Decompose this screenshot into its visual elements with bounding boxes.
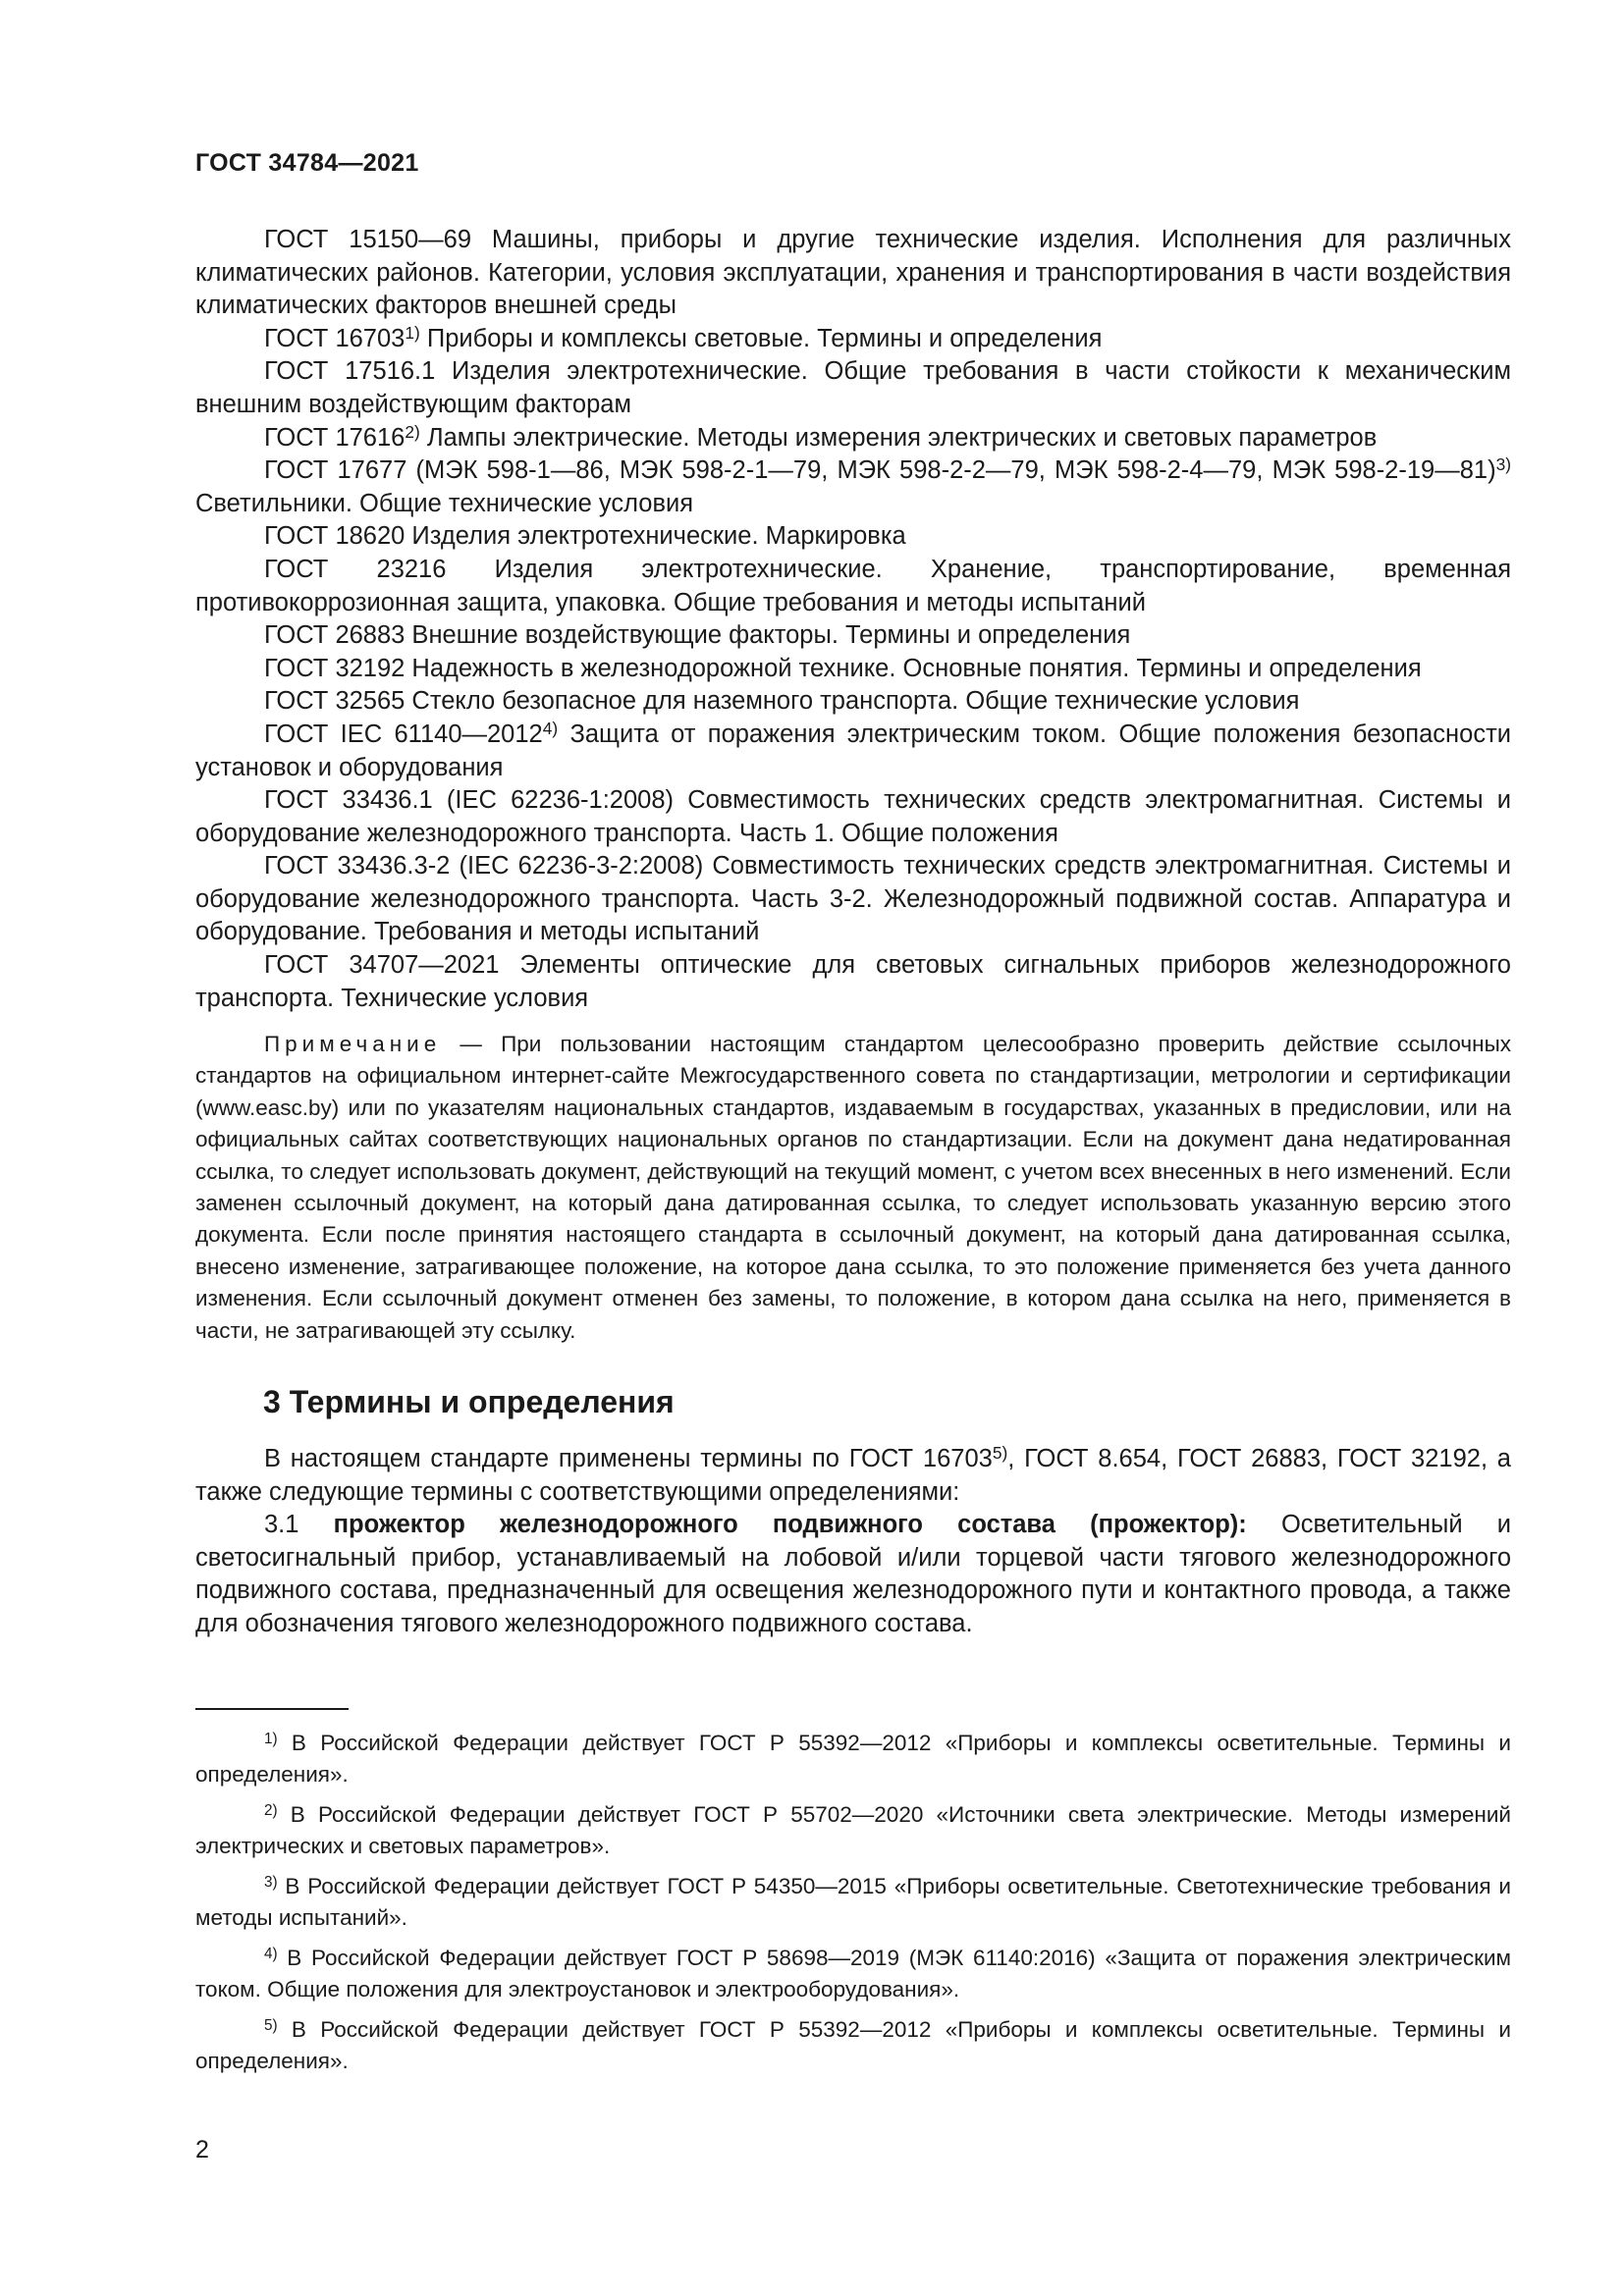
reference-item: ГОСТ 26883 Внешние воздействующие факторы. Термины и определения: [264, 621, 1131, 650]
page-number: 2: [195, 2136, 209, 2163]
footnote: $^{3)}$ В Российской Федерации действует ГОСТ Р 54350—2015 «Приборы осветительные. Светотехнические требования и методы испытаний».: [195, 1874, 1511, 1930]
term-name: прожектор железнодорожного подвижного состава (прожектор):: [333, 1511, 1247, 1539]
footnote-ref: 2): [405, 421, 420, 442]
terms-section-body: [195, 1443, 1511, 1641]
footnote-ref: 4): [542, 719, 559, 739]
reference-item: ГОСТ 33436.3-2 (IEC 62236-3-2:2008) Совместимость технических средств электромагнитная. Системы и оборудование железнодорожного транспорта. Часть 3-2. Железнодорожный подвижной состав. Аппаратура и оборудование. Требования и методы испытаний: [195, 852, 1511, 946]
reference-item: ГОСТ 17616$^{2)}$ Лампы электрические. Методы измерения электрических и световых параметров: [264, 421, 1378, 452]
document-header: ГОСТ 34784—2021: [195, 149, 419, 177]
footnote: $^{2)}$ В Российской Федерации действует ГОСТ Р 55702—2020 «Источники света электрические. Методы измерений электрических и световых параметров».: [195, 1802, 1511, 1858]
section-heading: 3 Термины и определения: [263, 1384, 675, 1419]
footnote: $^{1)}$ В Российской Федерации действует ГОСТ Р 55392—2012 «Приборы и комплексы осветительные. Термины и определения».: [195, 1731, 1511, 1787]
reference-item: ГОСТ 17516.1 Изделия электротехнические. Общие требования в части стойкости к механическим внешним воздействующим факторам: [195, 357, 1511, 418]
reference-item: ГОСТ IEC 61140—2012$^{4)}$ Защита от поражения электрическим током. Общие положения безопасности установок и оборудования: [195, 719, 1511, 781]
footnote: $^{4)}$ В Российской Федерации действует ГОСТ Р 58698—2019 (МЭК 61140:2016) «Защита от поражения электрическим током. Общие положения для электроустановок и электрооборудования».: [195, 1946, 1511, 2002]
footnote-separator: [195, 1708, 349, 1710]
reference-item: ГОСТ 17677 (МЭК 598-1—86, МЭК 598-2-1—79, МЭК 598-2-2—79, МЭК 598-2-4—79, МЭК 598-2-19—81)$^{3)}$ Светильники. Общие технические условия: [195, 454, 1511, 517]
reference-item: ГОСТ 33436.1 (IEC 62236-1:2008) Совместимость технических средств электромагнитная. Системы и оборудование железнодорожного транспорта. Часть 1. Общие положения: [195, 786, 1511, 847]
reference-item: ГОСТ 32192 Надежность в железнодорожной технике. Основные понятия. Термины и определения: [264, 654, 1422, 682]
reference-item: ГОСТ 32565 Стекло безопасное для наземного транспорта. Общие технические условия: [264, 687, 1300, 716]
normative-references-list: [195, 224, 1511, 1015]
reference-item: ГОСТ 15150—69 Машины, приборы и другие технические изделия. Исполнения для различных климатических районов. Категории, условия эксплуатации, хранения и транспортирования в части воздействия климатических факторов внешней среды: [195, 226, 1511, 320]
terms-intro: В настоящем стандарте применены термины по ГОСТ 16703$^{5)}$, ГОСТ 8.654, ГОСТ 26883, ГОСТ 32192, а также следующие термины с соответствующими определениями:: [195, 1443, 1511, 1506]
note-text: — При пользовании настоящим стандартом целесообразно проверить действие ссылочных стандартов на официальном интернет-сайте Межгосударственного совета по стандартизации, метрологии и сертификации (www.easc.by) или по указателям национальных стандартов, издаваемым в государствах, указанных в предисловии, или на официальных сайтах соответствующих национальных органов по стандартизации. Если на документ дана недатированная ссылка, то следует использовать документ, действующий на текущий момент, с учетом всех внесенных в него изменений. Если заменен ссылочный документ, на который дана датированная ссылка, то следует использовать указанную версию этого документа. Если после принятия настоящего стандарта в ссылочный документ, на который дана датированная ссылка, внесено изменение, затрагивающее положение, на которое дана ссылка, то это положение применяется без учета данного изменения. Если ссылочный документ отменен без замены, то положение, в котором дана ссылка на него, применяется в части, не затрагивающей эту ссылку.: [195, 1032, 1511, 1343]
footnote: $^{5)}$ В Российской Федерации действует ГОСТ Р 55392—2012 «Приборы и комплексы осветительные. Термины и определения».: [195, 2017, 1511, 2073]
reference-item: ГОСТ 16703$^{1)}$ Приборы и комплексы световые. Термины и определения: [264, 322, 1103, 352]
reference-item: ГОСТ 18620 Изделия электротехнические. Маркировка: [264, 522, 906, 551]
reference-item: ГОСТ 23216 Изделия электротехнические. Хранение, транспортирование, временная противокоррозионная защита, упаковка. Общие требования и методы испытаний: [195, 555, 1511, 616]
note-label: Примечание: [264, 1032, 442, 1056]
footnote-ref: 3): [1495, 454, 1511, 475]
footnote-ref: 1): [405, 322, 420, 343]
footnotes: [195, 1728, 1511, 2086]
reference-item: ГОСТ 34707—2021 Элементы оптические для световых сигнальных приборов железнодорожного транспорта. Технические условия: [195, 951, 1511, 1012]
references-note: [195, 1029, 1511, 1347]
term-definition: 3.1 прожектор железнодорожного подвижного состава (прожектор): Осветительный и светосигнальный прибор, устанавливаемый на лобовой и/или торцевой части тягового железнодорожного подвижного состава, предназначенный для освещения железнодорожного пути и контактного провода, а также для обозначения тягового железнодорожного подвижного состава.: [195, 1511, 1511, 1637]
footnote-ref: 5): [992, 1443, 1008, 1464]
